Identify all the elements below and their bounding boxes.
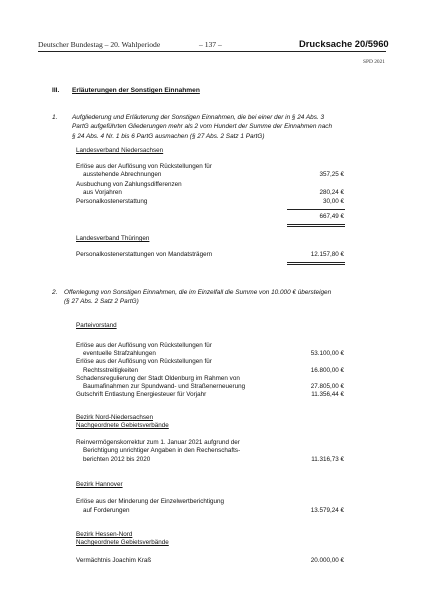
section-number: III. [52,87,60,94]
page-number: – 137 – [199,40,222,49]
hannover-entry-1-line-1: Erlöse aus der Minderung der Einzelwertberichtigung [76,498,225,505]
hannover-heading: Bezirk Hannover [76,481,123,488]
niedersachsen-entry-2-amount: 280,24 € [319,189,344,196]
parteivorstand-entry-3-line-1: Schadensregulierung der Stadt Oldenburg im Rahmen von [76,375,240,382]
hessen-nord-heading: Bezirk Hessen-Nord [76,531,133,538]
niedersachsen-entry-1-line-1: Erlöse aus der Auflösung von Rückstellungen für [76,163,212,170]
niedersachsen-entry-2-line-1: Ausbuchung von Zahlungsdifferenzen [76,181,182,188]
party-year-label: SPD 2021 [362,59,385,65]
total-double-rule [287,224,345,225]
item-2-description [64,288,331,307]
parteivorstand-entry-3-amount: 27.805,00 € [310,383,344,390]
nord-niedersachsen-subheading: Nachgeordnete Gebietsverbände [76,422,169,429]
item-1-number: 1. [52,114,58,121]
hessen-nord-subheading: Nachgeordnete Gebietsverbände [76,539,169,546]
hessen-nord-entry-1: Vermächtnis Joachim Kraß [76,557,152,564]
item-1-line: Aufgliederung und Erläuterung der Sonstigen Einnahmen, die bei einer der in § 24 Abs. 3 [72,114,325,121]
niedersachsen-total: 667,49 € [319,213,344,220]
thueringen-entry-1: Personalkostenerstattungen von Mandatsträgern [76,251,213,258]
item-1-line: PartG aufgeführten Gliederungen mehr als 2 vom Hundert der Summe der Einnahmen nach [72,123,333,131]
item-1-line: § 24 Abs. 4 Nr. 1 bis 6 PartG ausmachen (§ 27 Abs. 2 Satz 1 PartG) [72,132,265,140]
niedersachsen-entry-3-amount: 30,00 € [322,198,344,205]
niedersachsen-entry-3: Personalkostenerstattung [76,198,148,205]
section-title: Erläuterungen der Sonstigen Einnahmen [72,87,200,94]
nord-niedersachsen-entry-1-line-1: Reinvermögenskorrektur zum 1. Januar 2021 aufgrund der [76,439,240,446]
parteivorstand-entry-2-line-2: Rechtsstreitigkeiten [83,367,138,374]
niedersachsen-entry-1-amount: 357,25 € [319,171,344,178]
item-2-line: (§ 27 Abs. 2 Satz 2 PartG) [64,298,139,306]
parteivorstand-entry-1-line-1: Erlöse aus der Auflösung von Rückstellungen für [76,342,212,349]
nord-niedersachsen-entry-1-line-2: Berichtigung unrichtiger Angaben in den Rechenschafts- [83,447,241,454]
parteivorstand-entry-4: Gutschrift Entlastung Energiesteuer für Vorjahr [76,391,207,398]
hannover-entry-1-line-2: auf Forderungen [83,507,130,514]
parteivorstand-entry-4-amount: 11.356,44 € [311,391,344,398]
niedersachsen-heading: Landesverband Niedersachsen [76,147,164,154]
total-double-rule [287,226,345,227]
hannover-entry-1-amount: 13.579,24 € [310,507,344,514]
item-2-line: Offenlegung von Sonstigen Einnahmen, die im Einzelfall die Summe von 10.000 € übersteigen [64,289,332,296]
niedersachsen-entry-1-line-2: ausstehende Abrechnungen [83,171,162,178]
item-1-description [72,113,332,141]
header-rule [38,51,386,52]
parteivorstand-entry-1-amount: 53.100,00 € [310,350,344,357]
nord-niedersachsen-entry-1-line-3: berichten 2012 bis 2020 [83,456,151,463]
niedersachsen-entry-2-line-2: aus Vorjahren [83,189,122,196]
header-publication: Deutscher Bundestag – 20. Wahlperiode [38,40,161,49]
nord-niedersachsen-heading: Bezirk Nord-Niedersachsen [76,414,153,421]
thueringen-entry-1-amount: 12.157,80 € [310,251,344,258]
subtotal-rule [287,209,345,210]
parteivorstand-entry-2-amount: 16.800,00 € [310,367,344,374]
total-double-rule [287,262,345,263]
total-double-rule [287,264,345,265]
document-number: Drucksache 20/5960 [299,38,389,49]
item-2-number: 2. [52,289,58,296]
parteivorstand-entry-3-line-2: Baumafinahmen zur Spundwand- und Straßenerneuerung [83,383,246,390]
parteivorstand-entry-2-line-1: Erlöse aus der Auflösung von Rückstellungen für [76,358,212,365]
thueringen-heading: Landesverband Thüringen [76,235,150,242]
hessen-nord-entry-1-amount: 20.000,00 € [310,557,344,564]
nord-niedersachsen-entry-1-amount: 11.316,73 € [311,456,344,463]
parteivorstand-heading: Parteivorstand [76,322,117,329]
parteivorstand-entry-1-line-2: eventuelle Strafzahlungen [83,350,156,357]
